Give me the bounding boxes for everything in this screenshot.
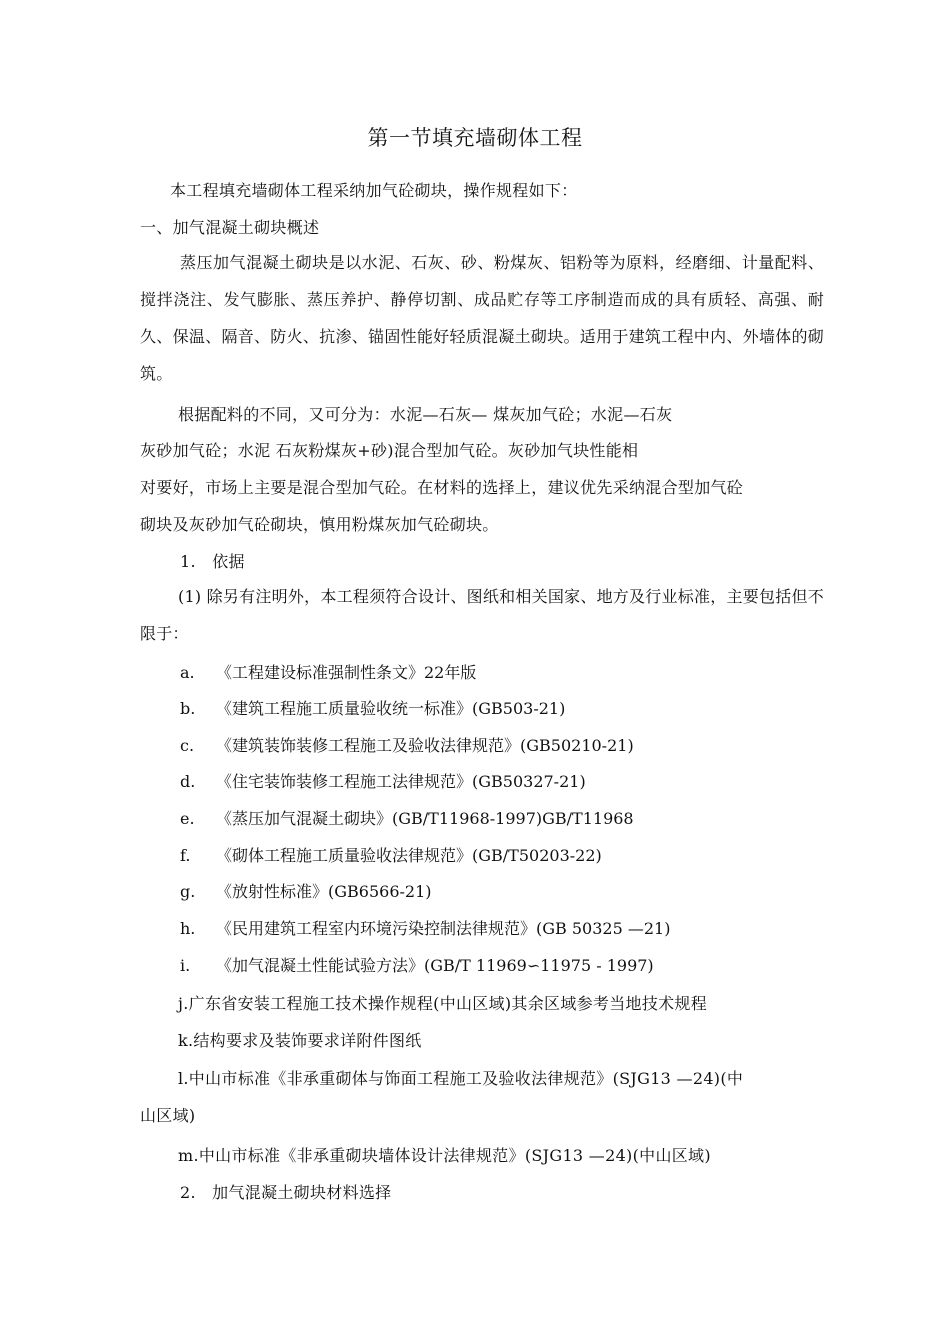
reference-item-d [180, 769, 586, 792]
reference-item-l-continued: 山区域) [140, 1106, 196, 1125]
section-heading-material: 2. 加气混凝土砌块材料选择 [180, 1183, 392, 1202]
reference-label: f. [180, 846, 191, 865]
reference-text: 《建筑装饰装修工程施工及验收法律规范》(GB50210-21) [216, 736, 634, 755]
classification-line-4: 砌块及灰砂加气砼砌块，慎用粉煤灰加气砼砌块。 [140, 515, 499, 534]
page-title: 第一节填充墙砌体工程 [367, 126, 583, 150]
reference-item-c [180, 733, 634, 756]
reference-text: 《工程建设标准强制性条文》22年版 [216, 663, 477, 682]
reference-item-g [180, 879, 432, 902]
section-heading-overview: 一、加气混凝土砌块概述 [140, 218, 320, 237]
intro-text: 本工程填充墙砌体工程采纳加气砼砌块，操作规程如下： [170, 181, 578, 200]
reference-item-a [180, 660, 476, 683]
reference-label: g. [180, 882, 196, 901]
reference-label: h. [180, 919, 196, 938]
reference-text: 《加气混凝土性能试验方法》(GB/T 11969∽11975 - 1997) [216, 956, 654, 975]
reference-item-l: l.中山市标准《非承重砌体与饰面工程施工及验收法律规范》(SJG13 —24)(中 [178, 1069, 744, 1088]
reference-label: e. [180, 809, 195, 828]
reference-item-j: j.广东省安装工程施工技术操作规程(中山区域)其余区域参考当地技术规程 [178, 994, 708, 1013]
reference-text: 《住宅装饰装修工程施工法律规范》(GB50327-21) [216, 772, 586, 791]
reference-label: b. [180, 699, 196, 718]
reference-item-m: m.中山市标准《非承重砌块墙体设计法律规范》(SJG13 —24)(中山区域) [178, 1146, 711, 1165]
reference-text: 《建筑工程施工质量验收统一标准》(GB503-21) [216, 699, 566, 718]
reference-text: 《放射性标准》(GB6566-21) [216, 882, 432, 901]
reference-item-e [180, 806, 634, 829]
reference-label: a. [180, 663, 195, 682]
classification-line-3: 对要好，市场上主要是混合型加气砼。在材料的选择上，建议优先采纳混合型加气砼 [140, 478, 744, 497]
overview-paragraph: 蒸压加气混凝土砌块是以水泥、石灰、砂、粉煤灰、铝粉等为原料，经磨细、计量配料、搅拌浇注、发气膨胀、蒸压养护、静停切割、成品贮存等工序制造而成的具有质轻、高强、耐久、保温、隔音、防火、抗渗、锚固性能好轻质混凝土砌块。适用于建筑工程中内、外墙体的砌筑。 [140, 253, 824, 383]
basis-paragraph: (1) 除另有注明外，本工程须符合设计、图纸和相关国家、地方及行业标准，主要包括但不限于： [140, 587, 824, 643]
classification-line-2: 灰砂加气砼；水泥 石灰粉煤灰+砂)混合型加气砼。灰砂加气块性能相 [140, 441, 639, 460]
reference-item-b [180, 696, 565, 719]
reference-item-f [180, 843, 602, 866]
reference-label: i. [180, 956, 191, 975]
reference-item-k: k.结构要求及装饰要求详附件图纸 [178, 1031, 422, 1050]
classification-line-1: 根据配料的不同，又可分为：水泥—石灰— 煤灰加气砼；水泥—石灰 [178, 405, 673, 424]
reference-label: c. [180, 736, 195, 755]
reference-text: 《砌体工程施工质量验收法律规范》(GB/T50203-22) [216, 846, 602, 865]
reference-item-i [180, 953, 654, 976]
reference-label: d. [180, 772, 196, 791]
reference-item-h [180, 916, 670, 939]
reference-text: 《民用建筑工程室内环境污染控制法律规范》(GB 50325 —21) [216, 919, 671, 938]
basis-heading: 1. 依据 [180, 552, 245, 571]
reference-text: 《蒸压加气混凝土砌块》(GB/T11968-1997)GB/T11968 [216, 809, 634, 828]
